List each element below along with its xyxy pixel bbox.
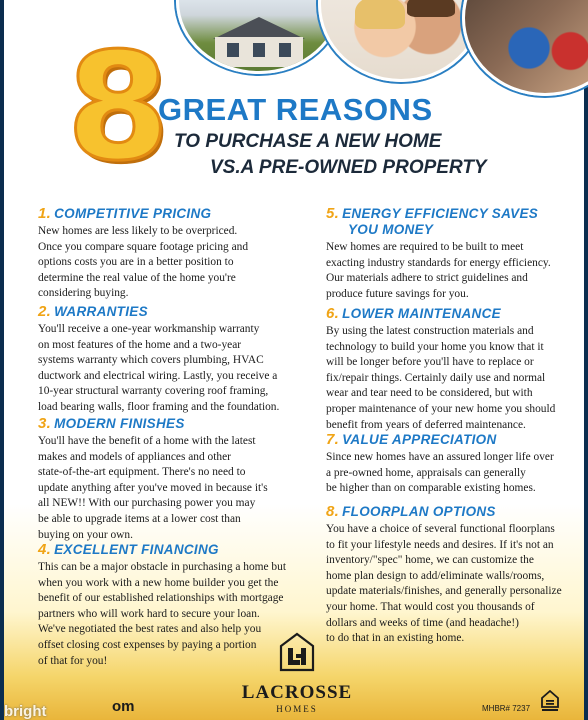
reason-2 — [38, 304, 300, 416]
reason-7-heading: 7. VALUE APPRECIATION — [326, 431, 497, 448]
reason-5-heading-line2: YOU MONEY — [348, 222, 434, 237]
reason-5 — [326, 206, 566, 302]
reason-2-body: You'll receive a one-year workmanship warranty on most features of the home and a two-year systems warranty which covers plumbing, HVAC ductwork and electrical wiring. Lastly, you receive a 10-year structural warranty covering roof framing, load bearing walls, floor framing and the foundation. — [38, 323, 280, 413]
brand-name: LACROSSE — [241, 682, 353, 703]
reason-8-heading: 8. FLOORPLAN OPTIONS — [326, 503, 496, 520]
reason-6 — [326, 306, 566, 433]
brand-subtitle: HOMES — [276, 704, 318, 714]
big-number-eight: 8 — [66, 21, 170, 193]
lacrosse-house-logo-icon — [279, 632, 315, 672]
subheadline-line1: TO PURCHASE A NEW HOME — [174, 131, 442, 152]
reason-3-heading: 3. MODERN FINISHES — [38, 415, 185, 432]
reason-8-body: You have a choice of several functional floorplans to fit your lifestyle needs and desires. If it's not an inventory/"spec" home, we can customize the home plan design to add/eliminate walls/rooms, update materials/finishes, and generally personalize your home. That would cost you thousands of dollars and weeks of time (and headache!) to do that in an existing home. — [326, 523, 562, 645]
reason-5-body: New homes are required to be built to meet exacting industry standards for energy efficiency. Our materials adhere to strict guidelines and produce future savings for you. — [326, 241, 551, 300]
equal-housing-opportunity-icon — [541, 690, 559, 712]
reason-4-body: This can be a major obstacle in purchasing a home but when you work with a new home builder you get the benefit of our established relationships with mortgage partners who will work hard to secure your loan. We've negotiated the best rates and also help you offset closing cost expenses by paying a portion of that for you! — [38, 561, 286, 667]
reason-7-body: Since new homes have an assured longer life over a pre-owned home, appraisals can generally be higher than on comparable existing homes. — [326, 451, 554, 495]
reason-4-heading: 4. EXCELLENT FINANCING — [38, 541, 219, 558]
reason-8 — [326, 504, 566, 647]
watermark: bright — [4, 703, 47, 720]
reason-6-heading: 6. LOWER MAINTENANCE — [326, 305, 501, 322]
reason-1-body: New homes are less likely to be overpriced. Once you compare square footage pricing and options costs you are in a better position to determine the real value of the home you're considering buying. — [38, 225, 249, 300]
reason-1 — [38, 206, 300, 302]
reason-6-body: By using the latest construction materials and technology to build your home you know that it will be longer before you'll have to replace or fix/repair things. Certainly daily use and normal wear and tear need to be considered, but with proper maintenance of your new home you should benefit from years of deferred maintenance. — [326, 325, 556, 431]
reason-3-body: You'll have the benefit of a home with the latest makes and models of appliances and other state-of-the-art equipment. There's no need to update anything after you've moved in because it's all NEW!! With our purchasing power you may be able to upgrade items at a lower cost than buying on your own. — [38, 435, 268, 541]
reason-1-heading: 1. COMPETITIVE PRICING — [38, 205, 212, 222]
reason-5-heading: 5. ENERGY EFFICIENCY SAVES — [326, 205, 539, 222]
house-photo — [176, 0, 342, 74]
reason-2-heading: 2. WARRANTIES — [38, 303, 148, 320]
website-url-fragment: om — [112, 698, 135, 715]
left-border — [0, 0, 4, 720]
subheadline-line2: VS.A PRE-OWNED PROPERTY — [210, 157, 487, 178]
reason-7 — [326, 432, 566, 497]
license-number: MHBR# 7237 — [482, 704, 531, 713]
reason-3 — [38, 416, 300, 543]
right-border — [584, 0, 588, 720]
headline: GREAT REASONS — [158, 92, 433, 127]
couple-photo — [318, 0, 484, 82]
reason-4 — [38, 542, 300, 669]
technician-photo — [462, 0, 588, 96]
